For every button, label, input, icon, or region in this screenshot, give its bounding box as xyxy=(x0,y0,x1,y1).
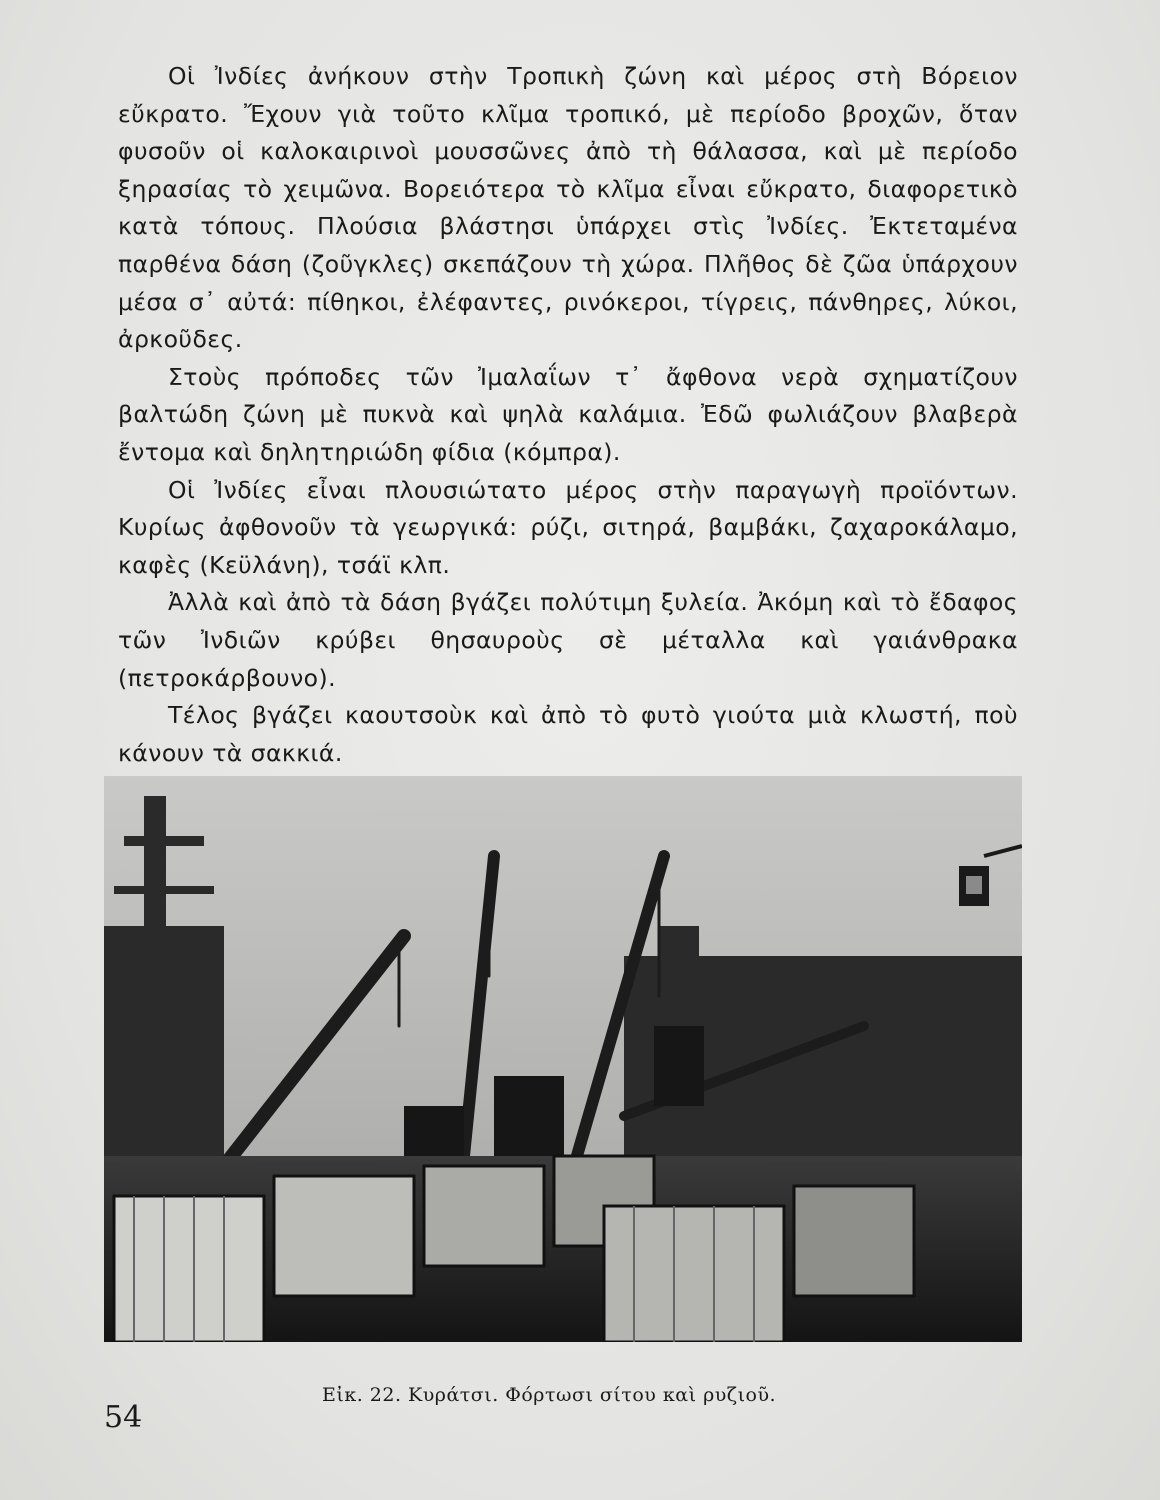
figure-caption: Εἰκ. 22. Κυράτσι. Φόρτωσι σίτου καὶ ρυζιοῦ. xyxy=(322,1384,777,1406)
body-text xyxy=(118,58,1018,772)
paragraph-himalaya: Στοὺς πρόποδες τῶν Ἰμαλαΐων τ᾿ ἄφθονα νερὰ σχηματίζουν βαλτώδη ζώνη μὲ πυκνὰ καὶ ψηλὰ καλάμια. Ἐδῶ φωλιάζουν βλαβερὰ ἔντομα καὶ δηλητηριώδη φίδια (κόμπρα). xyxy=(118,362,1018,466)
harbor-photo-drawing xyxy=(104,776,1022,1342)
paragraph-forests-minerals: Ἀλλὰ καὶ ἀπὸ τὰ δάση βγάζει πολύτιμη ξυλεία. Ἀκόμη καὶ τὸ ἔδαφος τῶν Ἰνδιῶν κρύβει θησαυροὺς σὲ μέταλλα καὶ γαιάνθρακα (πετροκάρβουνο). xyxy=(118,588,1018,692)
paragraph-climate: Οἱ Ἰνδίες ἀνήκουν στὴν Τροπικὴ ζώνη καὶ μέρος στὴ Βόρειον εὔκρατο. Ἔχουν γιὰ τοῦτο κλῖμα τροπικό, μὲ περίοδο βροχῶν, ὅταν φυσοῦν οἱ καλοκαιρινοὶ μουσσῶνες ἀπὸ τὴ θάλασσα, καὶ μὲ περίοδο ξηρασίας τὸ χειμῶνα. Βορειότερα τὸ κλῖμα εἶναι εὔκρατο, διαφορετικὸ κατὰ τόπους. Πλούσια βλάστησι ὑπάρχει στὶς Ἰνδίες. Ἐκτεταμένα παρθένα δάση (ζοῦγκλες) σκεπάζουν τὴ χώρα. Πλῆθος δὲ ζῶα ὑπάρχουν μέσα σ᾿ αὐτά: πίθηκοι, ἐλέφαντες, ρινόκεροι, τίγρεις, πάνθηρες, λύκοι, ἀρκοῦδες. xyxy=(118,62,1018,354)
paragraph-production: Οἱ Ἰνδίες εἶναι πλουσιώτατο μέρος στὴν παραγωγὴ προϊόντων. Κυρίως ἀφθονοῦν τὰ γεωργικά: ρύζι, σιτηρά, βαμβάκι, ζαχαροκάλαμο, καφὲς (Κεϋλάνη), τσάϊ κλπ. xyxy=(118,475,1018,579)
paragraph-rubber-jute: Τέλος βγάζει καουτσοὺκ καὶ ἀπὸ τὸ φυτὸ γιούτα μιὰ κλωστή, ποὺ κάνουν τὰ σακκιά. xyxy=(118,701,1018,767)
harbor-photo xyxy=(104,776,1022,1342)
page-number: 54 xyxy=(104,1400,143,1435)
